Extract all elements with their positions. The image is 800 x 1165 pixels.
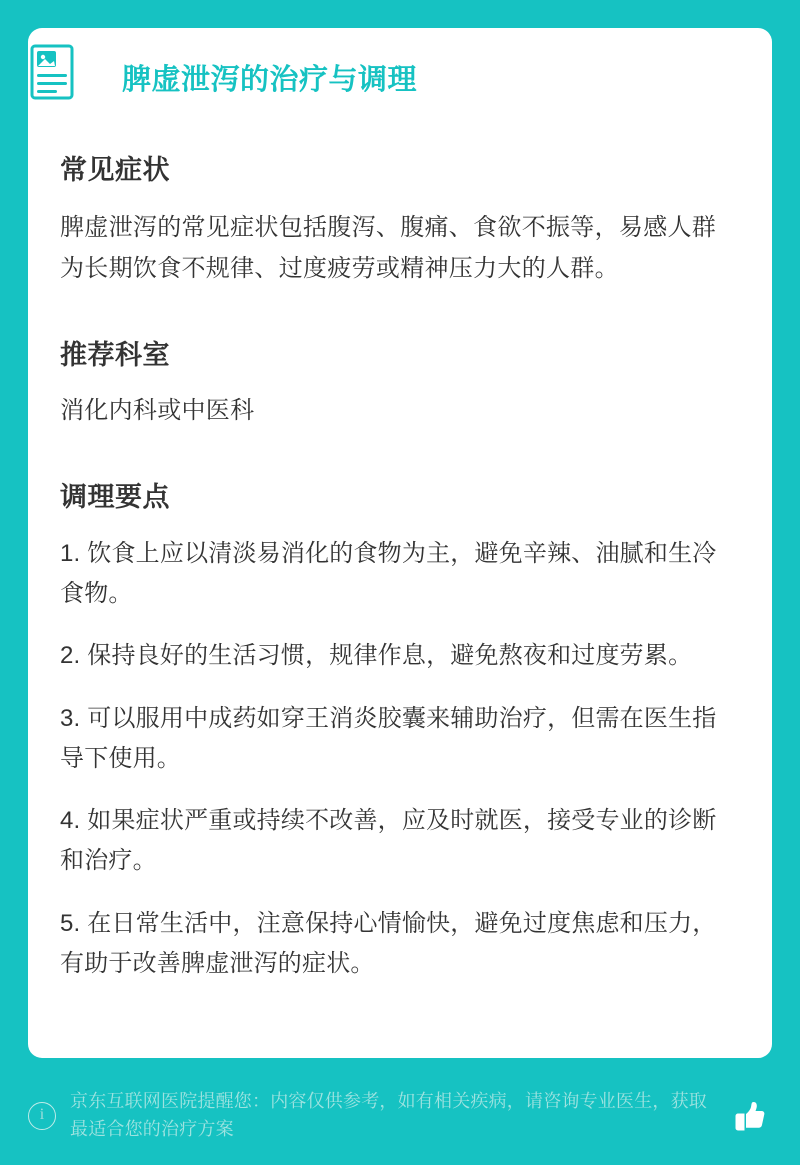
- section-heading-symptoms: 常见症状: [60, 154, 170, 185]
- page-title: 脾虚泄泻的治疗与调理: [122, 64, 418, 96]
- section-text-department: 消化内科或中医科: [60, 397, 255, 425]
- list-item: 1. 饮食上应以清淡易消化的食物为主，避免辛辣、油腻和生冷食物。: [60, 539, 717, 607]
- info-icon: i: [28, 1102, 56, 1130]
- section-heading-department: 推荐科室: [60, 340, 170, 371]
- content-card: [28, 28, 772, 1058]
- list-item: 2. 保持良好的生活习惯，规律作息，避免熬夜和过度劳累。: [60, 642, 693, 670]
- list-item: 3. 可以服用中成药如穿王消炎胶囊来辅助治疗，但需在医生指导下使用。: [60, 704, 717, 772]
- section-text-symptoms: 脾虚泄泻的常见症状包括腹泻、腹痛、食欲不振等，易感人群为长期饮食不规律、过度疲劳或精神压力大的人群。: [60, 213, 717, 282]
- thumbs-up-icon[interactable]: [724, 1092, 772, 1140]
- footer-disclaimer: [28, 1077, 772, 1155]
- footer-text: 京东互联网医院提醒您：内容仅供参考，如有相关疾病，请咨询专业医生，获取最适合您的治疗方案: [70, 1091, 707, 1139]
- list-item: 4. 如果症状严重或持续不改善，应及时就医，接受专业的诊断和治疗。: [60, 807, 717, 875]
- list-item: 5. 在日常生活中，注意保持心情愉快，避免过度焦虑和压力，有助于改善脾虚泄泻的症状。: [60, 909, 717, 978]
- section-heading-tips: 调理要点: [60, 481, 170, 512]
- document-image-icon: [26, 42, 88, 104]
- tips-list: [60, 534, 740, 985]
